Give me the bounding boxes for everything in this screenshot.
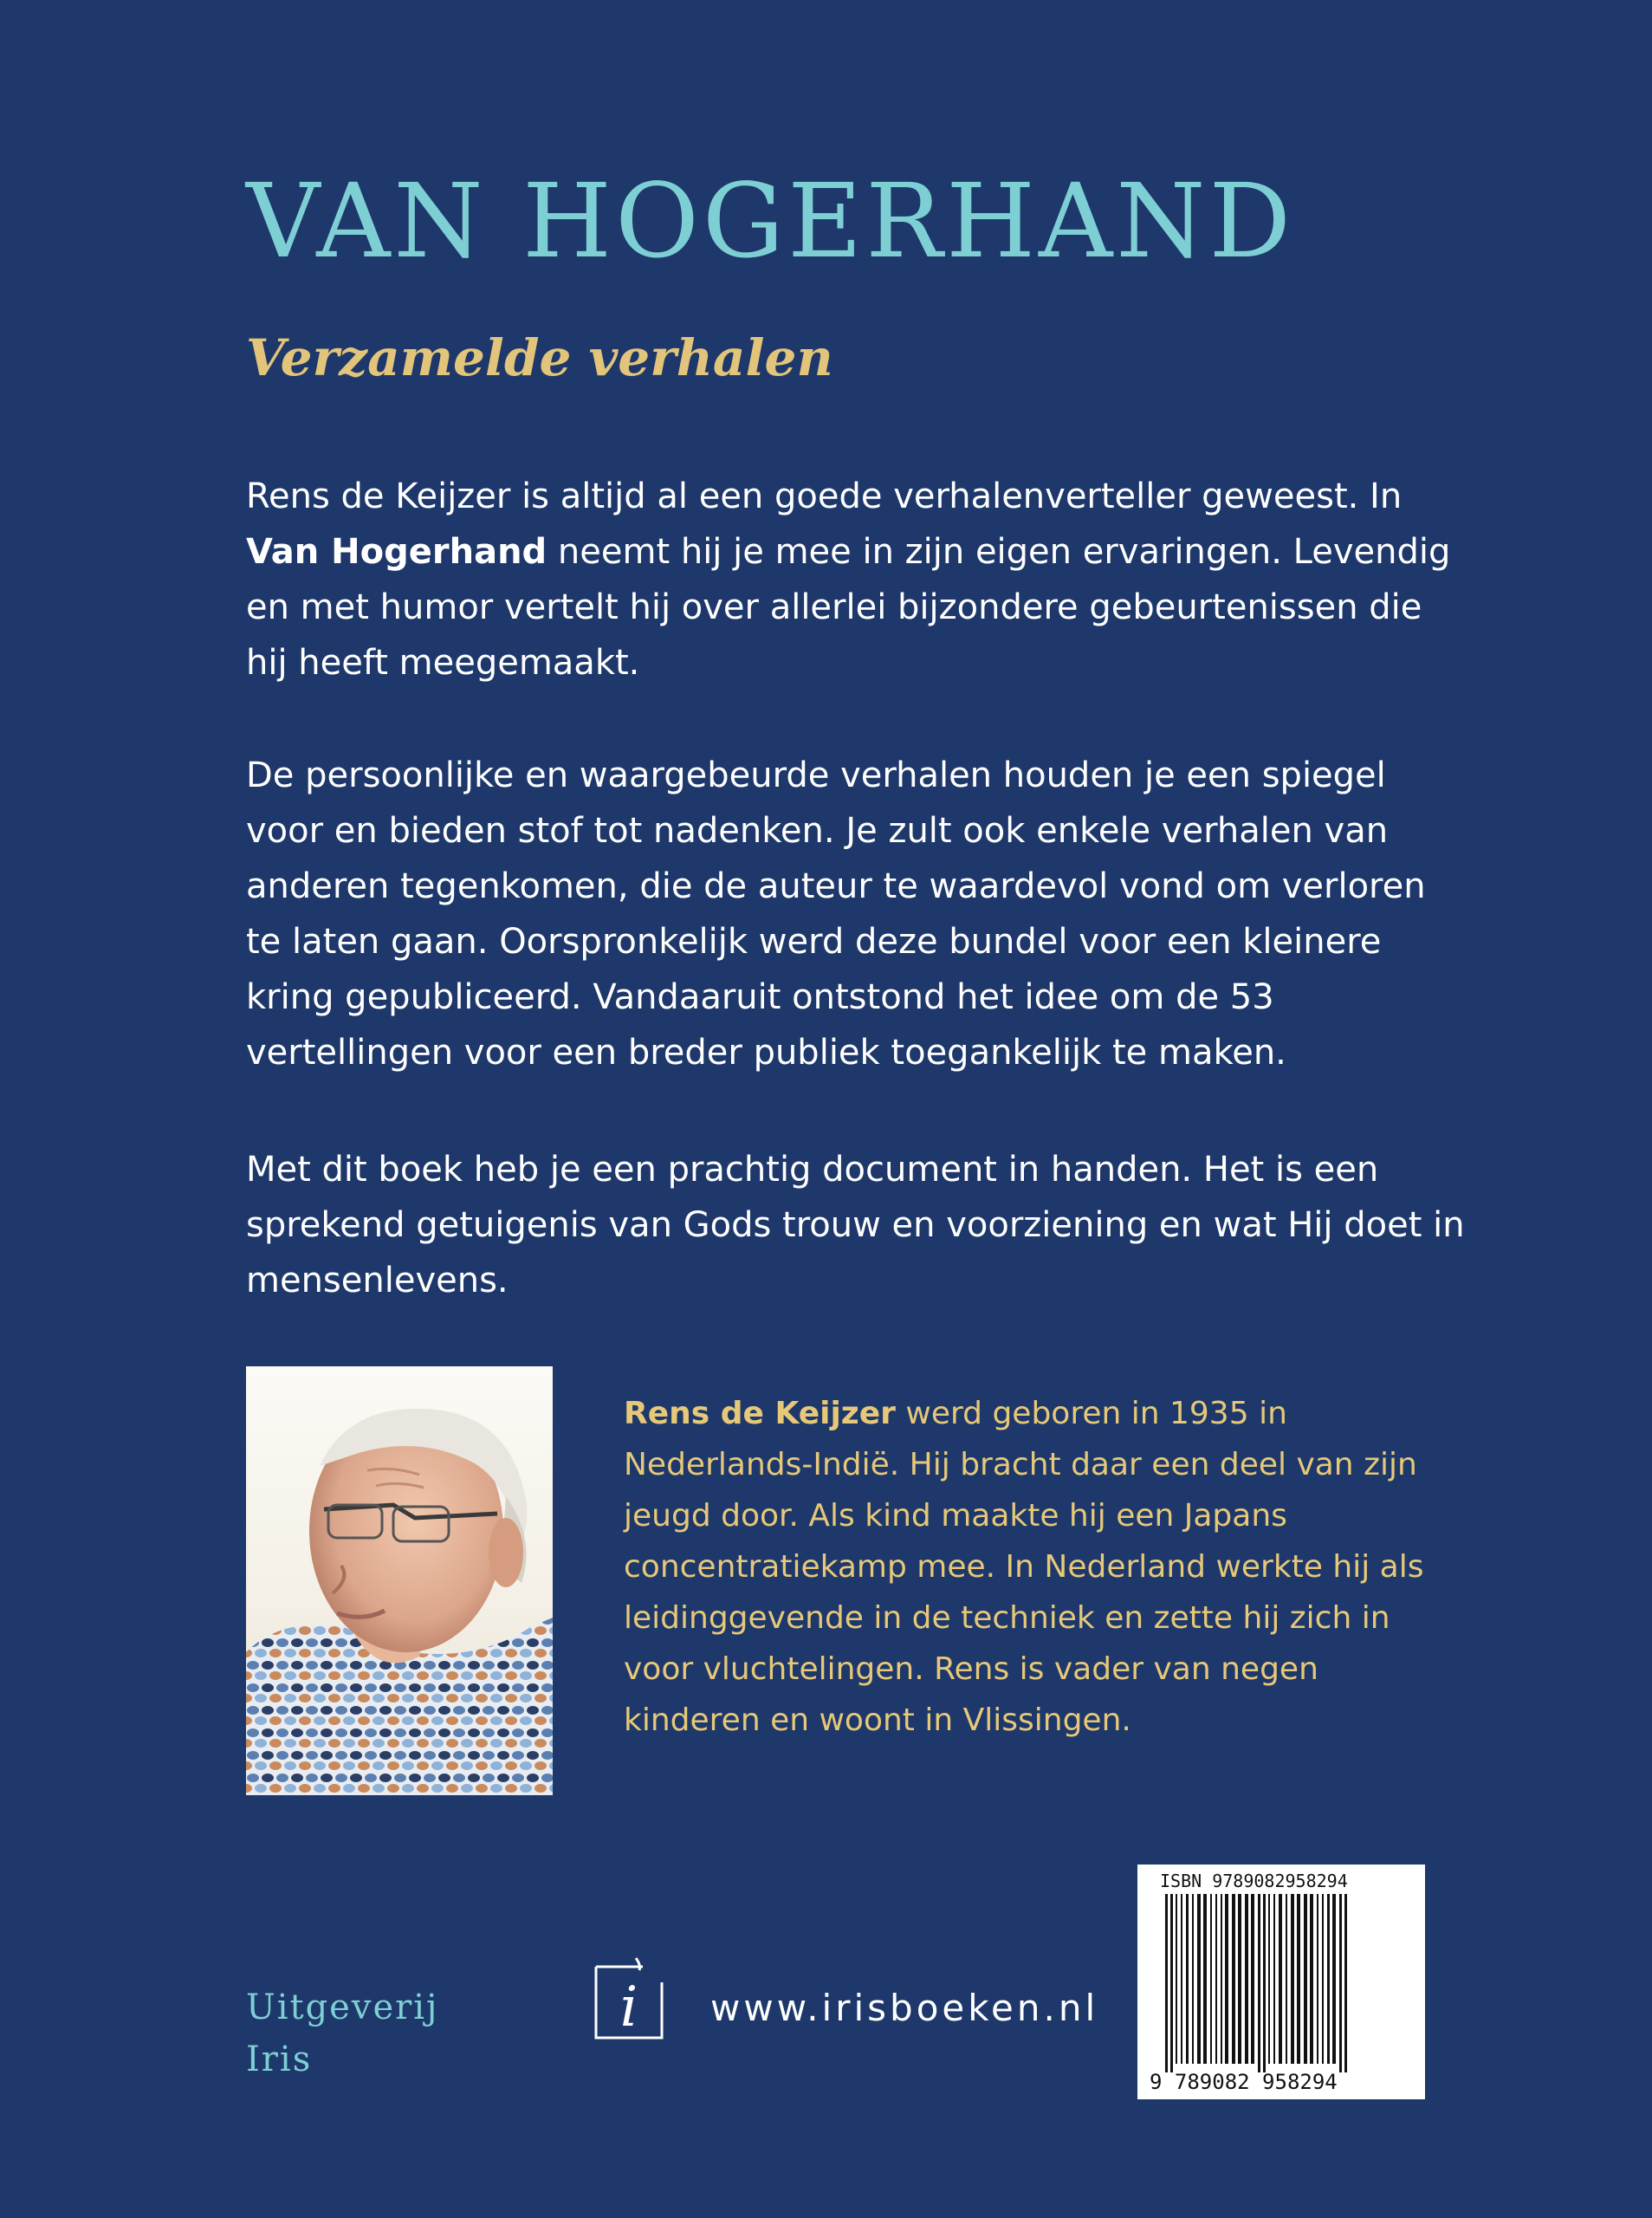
author-name: Rens de Keijzer: [624, 1396, 896, 1431]
author-photo: [246, 1366, 553, 1795]
barcode-bar: [1317, 1894, 1318, 2064]
blurb-rest: neemt hij je mee in zijn eigen ervaringen. Levendig en met humor vertelt hij over allerlei bijzondere gebeurtenissen die hij heeft meegemaakt.: [246, 532, 1451, 683]
barcode-bar: [1215, 1894, 1217, 2064]
barcode-bar: [1304, 1894, 1307, 2064]
barcode-bar: [1186, 1894, 1189, 2064]
barcode-bar: [1258, 1894, 1260, 2072]
isbn-barcode: [1137, 1865, 1425, 2099]
barcode-bar: [1268, 1894, 1270, 2064]
logo-letter: i: [619, 1975, 638, 2040]
iris-logo-icon: [589, 1956, 669, 2046]
barcode-bar: [1232, 1894, 1235, 2064]
book-subtitle: Verzamelde verhalen: [246, 328, 833, 387]
barcode-bar: [1322, 1894, 1324, 2064]
barcode-bar: [1279, 1894, 1282, 2064]
barcode-bar: [1203, 1894, 1207, 2064]
blurb-paragraph-2: De persoonlijke en waargebeurde verhalen houden je een spiegel voor en bieden stof tot nadenken. Je zult ook enkele verhalen van anderen tegenkomen, die de auteur te waardevol vond om verloren te laten gaan. Oorspronkelijk werd deze bundel voor een kleinere kring gepubliceerd. Vandaaruit ontstond het idee om de 53 vertellingen voor een breder publiek toegankelijk te maken.: [246, 756, 1426, 1073]
barcode-bar: [1327, 1894, 1330, 2064]
blurb-paragraph-3: Met dit boek heb je een prachtig document in handen. Het is een sprekend getuigenis van Gods trouw en voorziening en wat Hij doet in mensenlevens.: [246, 1150, 1465, 1300]
barcode-bar: [1225, 1894, 1228, 2064]
barcode-bars: [1137, 1865, 1425, 2099]
barcode-bar: [1297, 1894, 1300, 2064]
isbn-label: ISBN 9789082958294: [1160, 1871, 1348, 1891]
isbn-digits: 9 789082 958294: [1150, 2070, 1338, 2094]
author-bio: [624, 1388, 1455, 1746]
publisher-website[interactable]: www.irisboeken.nl: [710, 1987, 1099, 2029]
blurb-intro: Rens de Keijzer is altijd al een goede verhalenverteller geweest. In: [246, 477, 1403, 516]
publisher-name: Uitgeverij Iris: [246, 1988, 439, 2079]
barcode-bar: [1165, 1894, 1168, 2072]
barcode-bar: [1210, 1894, 1212, 2064]
blurb-title-bold: Van Hogerhand: [246, 532, 547, 572]
barcode-bar: [1251, 1894, 1254, 2064]
barcode-bar: [1170, 1894, 1173, 2072]
barcode-bar: [1176, 1894, 1177, 2064]
barcode-bar: [1273, 1894, 1275, 2064]
barcode-bar: [1197, 1894, 1201, 2064]
barcode-bar: [1221, 1894, 1222, 2064]
book-title: VAN HOGERHAND: [246, 161, 1295, 281]
barcode-bar: [1339, 1894, 1342, 2072]
barcode-bar: [1310, 1894, 1313, 2064]
barcode-bar: [1238, 1894, 1241, 2064]
barcode-bar: [1344, 1894, 1347, 2072]
blurb-paragraph-1: [246, 469, 1467, 691]
barcode-bar: [1291, 1894, 1294, 2064]
barcode-bar: [1286, 1894, 1287, 2064]
author-portrait-icon: [246, 1366, 553, 1795]
barcode-bar: [1332, 1894, 1336, 2064]
author-bio-text: werd geboren in 1935 in Nederlands-Indië. Hij bracht daar een deel van zijn jeugd door. Als kind maakte hij een Japans concentratiekamp mee. In Nederland werkte hij als leidinggevende in de techniek en zette hij zich in voor vluchtelingen. Rens is vader van negen kinderen en woont in Vlissingen.: [624, 1396, 1424, 1738]
barcode-bar: [1181, 1894, 1182, 2064]
barcode-bar: [1192, 1894, 1194, 2064]
barcode-bar: [1245, 1894, 1248, 2064]
barcode-bar: [1263, 1894, 1266, 2072]
